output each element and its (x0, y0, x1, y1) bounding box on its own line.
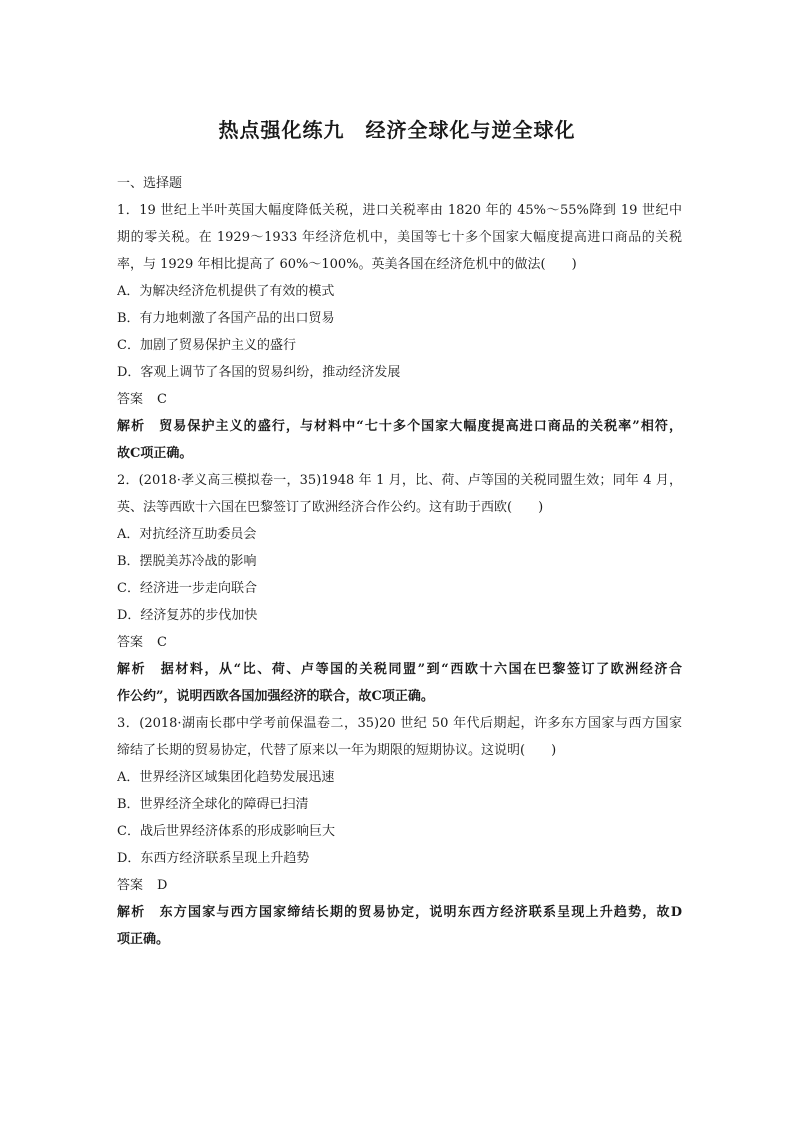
document-body (117, 170, 682, 953)
question-1 (117, 197, 682, 467)
question-stem-line: 缔结了长期的贸易协定，代替了原来以一年为期限的短期协议。这说明( ) (117, 743, 557, 758)
analysis-line: 项正确。 (117, 932, 170, 947)
answer-value: D (157, 878, 168, 893)
answer-value: C (157, 392, 167, 407)
question-stem-line: 2．(2018·孝义高三模拟卷一，35)1948 年 1 月，比、荷、卢等国的关税同盟生效；同年 4 月， (117, 473, 682, 488)
option-c: C．加剧了贸易保护主义的盛行 (117, 338, 296, 353)
question-stem-line: 英、法等西欧十六国在巴黎签订了欧洲经济合作公约。这有助于西欧( ) (117, 500, 544, 515)
question-stem-line: 期的零关税。在 1929～1933 年经济危机中，美国等七十多个国家大幅度提高进口商品的关税 (117, 230, 682, 245)
option-d: D．东西方经济联系呈现上升趋势 (117, 851, 310, 866)
option-c: C．战后世界经济体系的形成影响巨大 (117, 824, 335, 839)
option-b: B．世界经济全球化的障碍已扫清 (117, 797, 309, 812)
question-stem-line: 1．19 世纪上半叶英国大幅度降低关税，进口关税率由 1820 年的 45%～55%降到 19 世纪中 (117, 203, 682, 218)
answer-label: 答案 (117, 392, 144, 407)
analysis-line: 作公约”，说明西欧各国加强经济的联合，故C项正确。 (117, 689, 434, 704)
section-heading: 一、选择题 (117, 176, 183, 191)
option-b: B．摆脱美苏冷战的影响 (117, 554, 257, 569)
option-d: D．经济复苏的步伐加快 (117, 608, 258, 623)
answer-line (117, 629, 682, 656)
analysis-line: 解析 东方国家与西方国家缔结长期的贸易协定，说明东西方经济联系呈现上升趋势，故D (117, 905, 682, 920)
answer-value: C (157, 635, 167, 650)
analysis-line: 解析 据材料，从“比、荷、卢等国的关税同盟”到“西欧十六国在巴黎签订了欧洲经济合 (117, 662, 682, 677)
option-a: A．为解决经济危机提供了有效的模式 (117, 284, 335, 299)
option-a: A．对抗经济互助委员会 (117, 527, 257, 542)
question-stem-line: 3．(2018·湖南长郡中学考前保温卷二，35)20 世纪 50 年代后期起，许多东方国家与西方国家 (117, 716, 682, 731)
answer-label: 答案 (117, 878, 144, 893)
question-2 (117, 467, 682, 710)
analysis-line: 解析 贸易保护主义的盛行，与材料中“七十多个国家大幅度提高进口商品的关税率”相符， (117, 419, 682, 434)
question-3 (117, 710, 682, 953)
answer-line (117, 872, 682, 899)
option-a: A．世界经济区域集团化趋势发展迅速 (117, 770, 335, 785)
option-b: B．有力地刺激了各国产品的出口贸易 (117, 311, 335, 326)
option-c: C．经济进一步走向联合 (117, 581, 257, 596)
answer-label: 答案 (117, 635, 144, 650)
question-stem-line: 率，与 1929 年相比提高了 60%～100%。英美各国在经济危机中的做法( ) (117, 257, 577, 272)
answer-line (117, 386, 682, 413)
option-d: D．客观上调节了各国的贸易纠纷，推动经济发展 (117, 365, 401, 380)
analysis-line: 故C项正确。 (117, 446, 193, 461)
page-title: 热点强化练九 经济全球化与逆全球化 (218, 118, 576, 142)
